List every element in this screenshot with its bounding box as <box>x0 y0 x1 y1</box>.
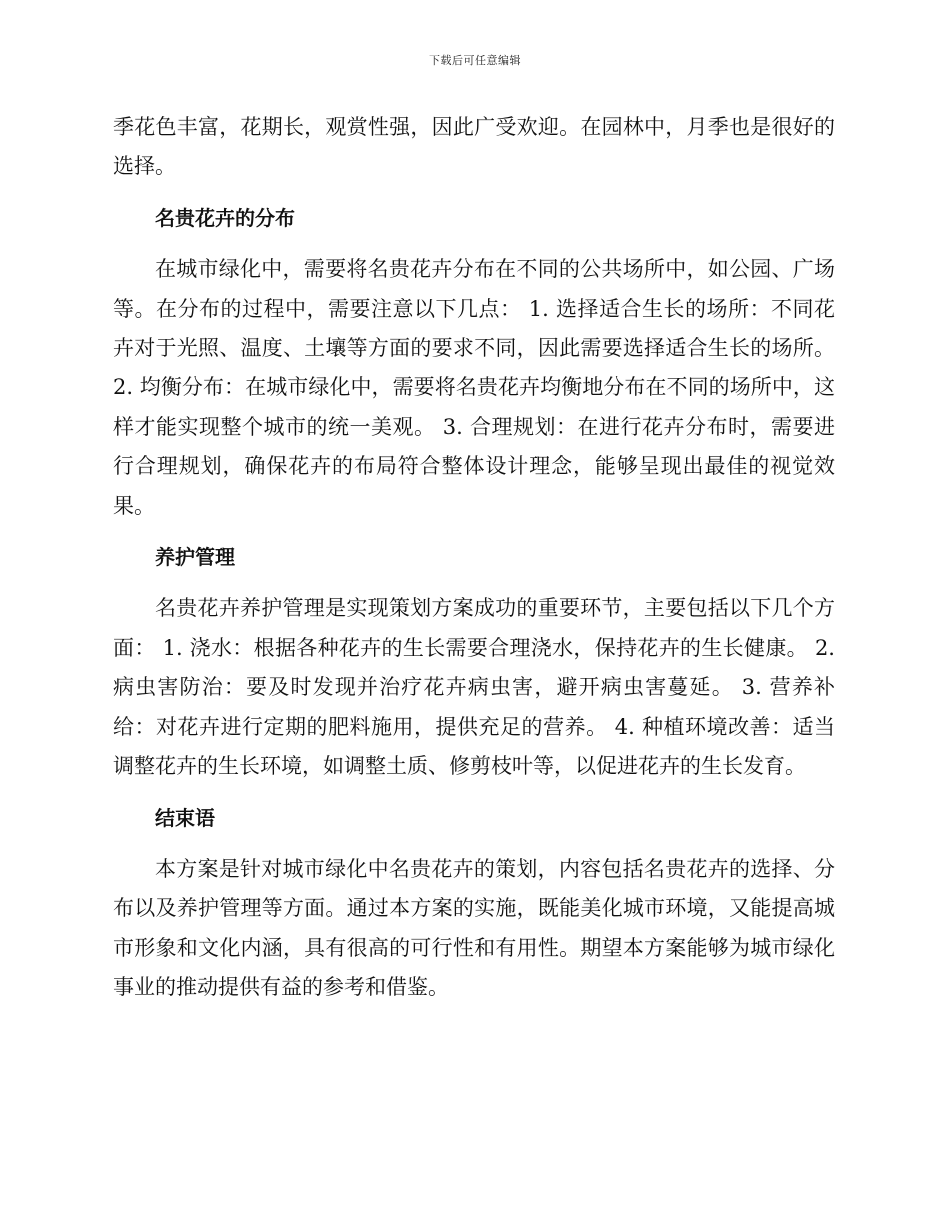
paragraph-conclusion: 本方案是针对城市绿化中名贵花卉的策划，内容包括名贵花卉的选择、分布以及养护管理等方面。通过本方案的实施，既能美化城市环境，又能提高城市形象和文化内涵，具有很高的可行性和有用性。期望本方案能够为城市绿化事业的推动提供有益的参考和借鉴。 <box>113 856 835 1000</box>
paragraph-intro-continuation: 季花色丰富，花期长，观赏性强，因此广受欢迎。在园林中，月季也是很好的选择。 <box>113 115 835 179</box>
paragraph-maintenance: 名贵花卉养护管理是实现策划方案成功的重要环节，主要包括以下几个方面： 1. 浇水：根据各种花卉的生长需要合理浇水，保持花卉的生长健康。 2. 病虫害防治：要及时发现并治疗花卉病虫害，避开病虫害蔓延。 3. 营养补给：对花卉进行定期的肥料施用，提供充足的营养。 4. 种植环境改善：适当调整花卉的生长环境，如调整土质、修剪枝叶等，以促进花卉的生长发育。 <box>113 596 835 779</box>
page-header: 下载后可任意编辑 <box>429 54 521 67</box>
section-heading-conclusion: 结束语 <box>155 805 215 830</box>
document-body <box>113 108 835 1008</box>
paragraph-distribution: 在城市绿化中，需要将名贵花卉分布在不同的公共场所中，如公园、广场等。在分布的过程中，需要注意以下几点： 1. 选择适合生长的场所：不同花卉对于光照、温度、土壤等方面的要求不同，因此需要选择适合生长的场所。 2. 均衡分布：在城市绿化中，需要将名贵花卉均衡地分布在不同的场所中，这样才能实现整个城市的统一美观。 3. 合理规划：在进行花卉分布时，需要进行合理规划，确保花卉的布局符合整体设计理念，能够呈现出最佳的视觉效果。 <box>113 257 835 518</box>
section-heading-maintenance: 养护管理 <box>155 545 235 570</box>
section-heading-distribution: 名贵花卉的分布 <box>155 205 295 230</box>
